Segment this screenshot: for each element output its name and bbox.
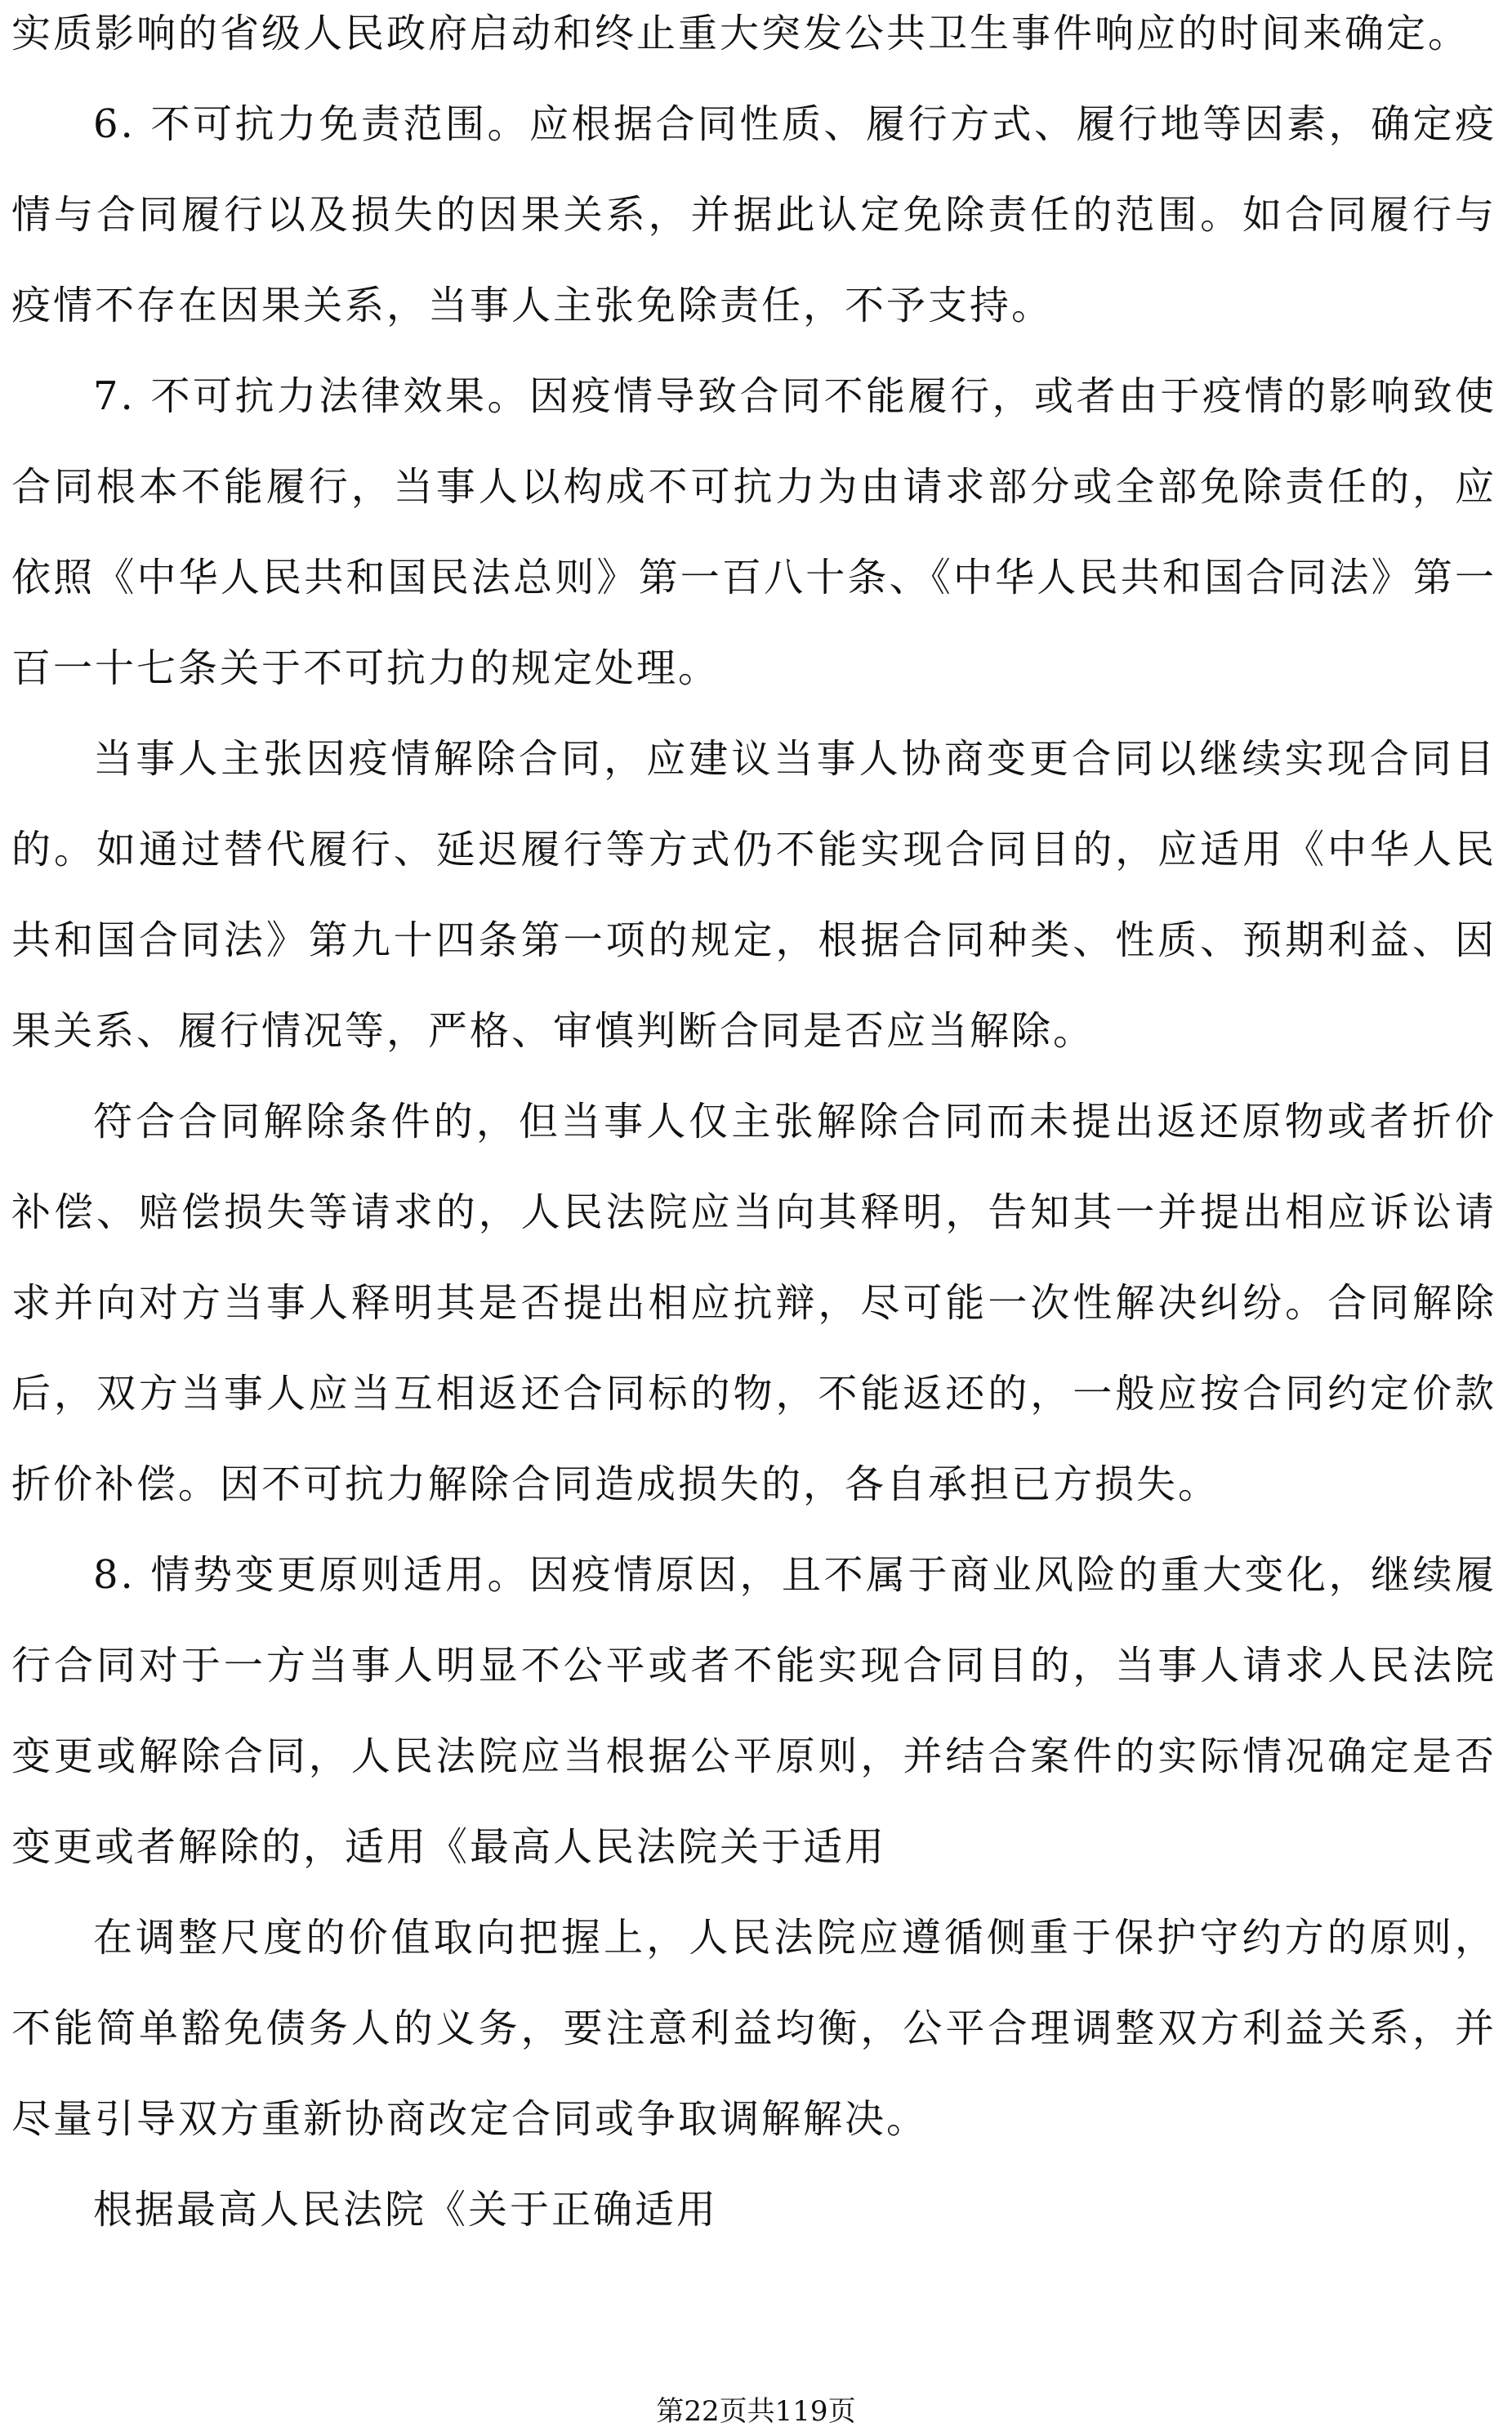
paragraph-7: 在调整尺度的价值取向把握上，人民法院应遵循侧重于保护守约方的原则，不能简单豁免债务人的义务，要注意利益均衡，公平合理调整双方利益关系，并尽量引导双方重新协商改定合同或争取调解解决。 xyxy=(11,1915,1496,2142)
paragraph-3: 7. 不可抗力法律效果。因疫情导致合同不能履行，或者由于疫情的影响致使合同根本不能履行，当事人以构成不可抗力为由请求部分或全部免除责任的，应依照《中华人民共和国民法总则》第一百八十条、《中华人民共和国合同法》第一百一十七条关于不可抗力的规定处理。 xyxy=(11,373,1496,691)
paragraph-5: 符合合同解除条件的，但当事人仅主张解除合同而未提出返还原物或者折价补偿、赔偿损失等请求的，人民法院应当向其释明，告知其一并提出相应诉讼请求并向对方当事人释明其是否提出相应抗辩，尽可能一次性解决纠纷。合同解除后，双方当事人应当互相返还合同标的物，不能返还的，一般应按合同约定价款折价补偿。因不可抗力解除合同造成损失的，各自承担已方损失。 xyxy=(11,1099,1496,1507)
paragraph-8: 根据最高人民法院《关于正确适用 xyxy=(93,2187,719,2233)
paragraph-2: 6. 不可抗力免责范围。应根据合同性质、履行方式、履行地等因素，确定疫情与合同履行以及损失的因果关系，并据此认定免除责任的范围。如合同履行与疫情不存在因果关系，当事人主张免除责任，不予支持。 xyxy=(11,101,1496,328)
paragraph-1: 实质影响的省级人民政府启动和终止重大突发公共卫生事件响应的时间来确定。 xyxy=(11,11,1470,56)
paragraph-4: 当事人主张因疫情解除合同，应建议当事人协商变更合同以继续实现合同目的。如通过替代履行、延迟履行等方式仍不能实现合同目的，应适用《中华人民共和国合同法》第九十四条第一项的规定，根据合同种类、性质、预期利益、因果关系、履行情况等，严格、审慎判断合同是否应当解除。 xyxy=(11,736,1496,1054)
document-body xyxy=(11,0,1496,2255)
paragraph-6: 8. 情势变更原则适用。因疫情原因，且不属于商业风险的重大变化，继续履行合同对于一方当事人明显不公平或者不能实现合同目的，当事人请求人民法院变更或解除合同，人民法院应当根据公平原则，并结合案件的实际情况确定是否变更或者解除的，适用《最高人民法院关于适用 xyxy=(11,1552,1496,1870)
page-number-footer: 第22页共119页 xyxy=(656,2395,856,2428)
